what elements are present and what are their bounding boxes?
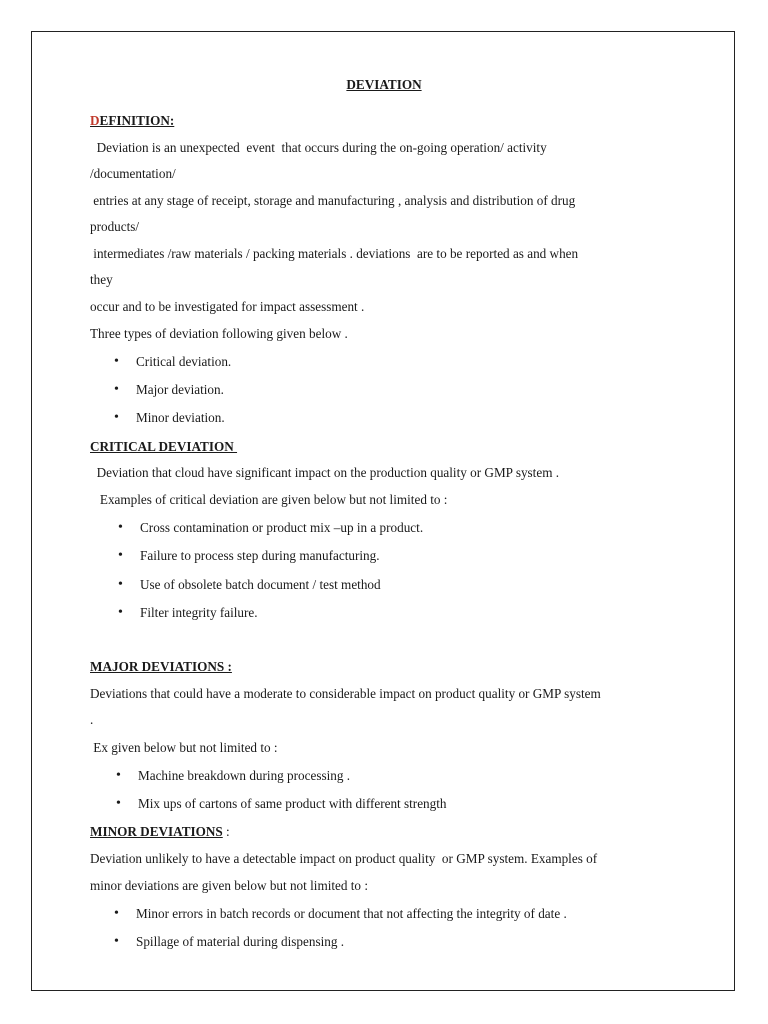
bullet-icon: • <box>114 934 119 949</box>
bullet-icon: • <box>118 548 123 563</box>
bullet-icon: • <box>114 906 119 921</box>
bullet-icon: • <box>114 410 119 425</box>
bullet-icon: • <box>116 796 121 811</box>
definition-heading-initial: D <box>90 113 100 128</box>
definition-line-2: /documentation/ <box>90 166 176 181</box>
bullet-icon: • <box>114 354 119 369</box>
minor-line-2: minor deviations are given below but not limited to : <box>90 878 368 893</box>
minor-heading-suffix: : <box>222 824 230 839</box>
list-item-text: Mix ups of cartons of same product with different strength <box>138 796 447 811</box>
definition-heading-rest: EFINITION: <box>99 113 175 128</box>
bullet-icon: • <box>116 768 121 783</box>
major-heading: MAJOR DEVIATIONS : <box>90 659 232 674</box>
document-title: DEVIATION <box>346 77 422 92</box>
definition-line-5: intermediates /raw materials / packing materials . deviations are to be reported as and when <box>90 246 579 261</box>
list-item-text: Minor errors in batch records or document that not affecting the integrity of date . <box>136 906 567 921</box>
definition-line-8: Three types of deviation following given below . <box>90 326 348 341</box>
minor-heading <box>90 824 230 840</box>
definition-line-6: they <box>90 272 113 287</box>
definition-line-3: entries at any stage of receipt, storage and manufacturing , analysis and distribution of drug <box>90 193 576 208</box>
definition-line-1: Deviation is an unexpected event that occurs during the on-going operation/ activity <box>90 140 547 155</box>
minor-heading-text: MINOR DEVIATIONS <box>90 824 223 839</box>
bullet-icon: • <box>118 605 123 620</box>
definition-line-7: occur and to be investigated for impact assessment . <box>90 299 365 314</box>
bullet-icon: • <box>118 577 123 592</box>
list-item-text: Major deviation. <box>136 382 224 397</box>
definition-line-4: products/ <box>90 219 140 234</box>
list-item-text: Machine breakdown during processing . <box>138 768 351 783</box>
major-line-1: Deviations that could have a moderate to considerable impact on product quality or GMP system <box>90 686 601 701</box>
critical-line-2: Examples of critical deviation are given below but not limited to : <box>90 492 448 507</box>
list-item-text: Critical deviation. <box>136 354 232 369</box>
major-line-2: . <box>90 712 94 727</box>
list-item-text: Use of obsolete batch document / test method <box>140 577 381 592</box>
critical-line-1: Deviation that cloud have significant impact on the production quality or GMP system . <box>90 465 560 480</box>
critical-heading: CRITICAL DEVIATION <box>90 439 238 454</box>
list-item-text: Cross contamination or product mix –up in a product. <box>140 520 424 535</box>
bullet-icon: • <box>114 382 119 397</box>
list-item-text: Spillage of material during dispensing . <box>136 934 345 949</box>
minor-line-1: Deviation unlikely to have a detectable impact on product quality or GMP system. Examples of <box>90 851 598 866</box>
list-item-text: Filter integrity failure. <box>140 605 258 620</box>
list-item-text: Failure to process step during manufacturing. <box>140 548 380 563</box>
bullet-icon: • <box>118 520 123 535</box>
definition-heading <box>90 113 174 129</box>
list-item-text: Minor deviation. <box>136 410 225 425</box>
major-line-3: Ex given below but not limited to : <box>90 740 278 755</box>
